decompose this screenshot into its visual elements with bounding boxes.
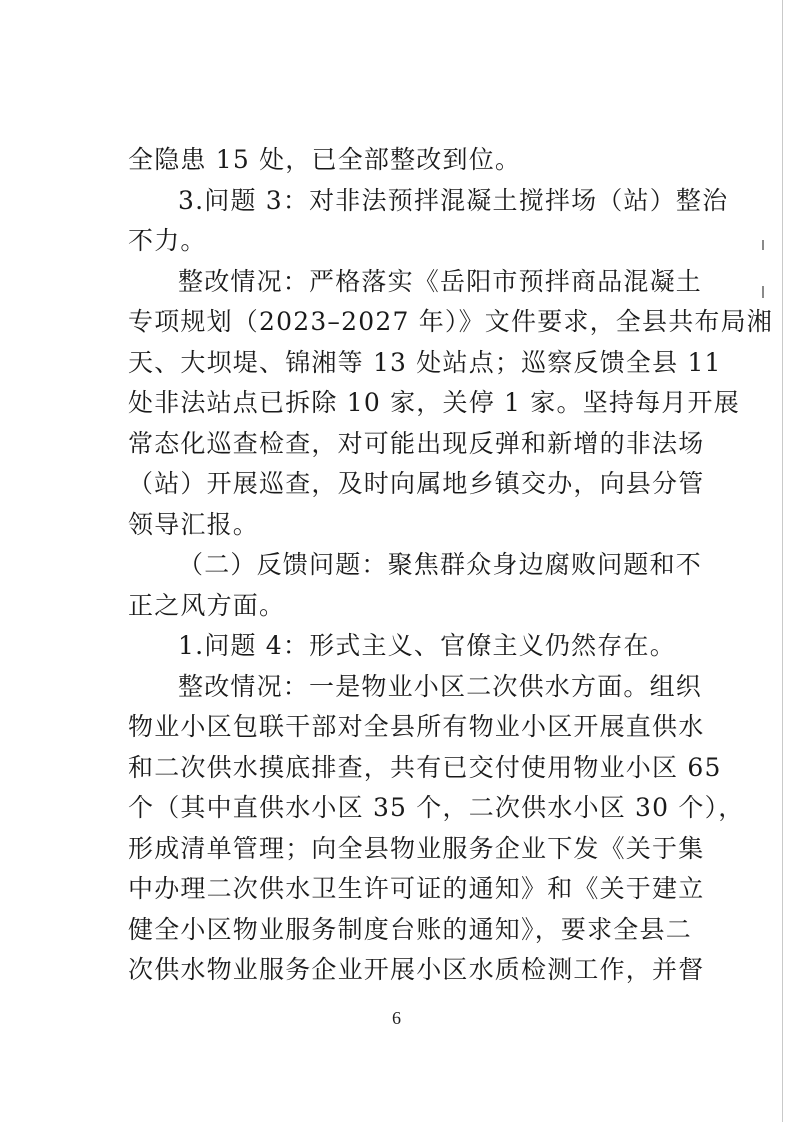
scan-mark: [762, 240, 764, 250]
section-heading-line: 正之风方面。: [128, 590, 286, 620]
paragraph-line: 领导汇报。: [128, 509, 260, 539]
paragraph-line: 健全小区物业服务制度台账的通知》，要求全县二: [128, 914, 692, 944]
body-text: [128, 140, 773, 991]
page-edge-line: [782, 0, 783, 1122]
paragraph-line: 全隐患 15 处，已全部整改到位。: [128, 145, 522, 174]
paragraph-line: 中办理二次供水卫生许可证的通知》和《关于建立: [128, 874, 705, 903]
paragraph-line: 不力。: [128, 226, 207, 255]
paragraph-line: 整改情况：严格落实《岳阳市预拌商品混凝土: [178, 266, 703, 296]
paragraph-line: 整改情况：一是物业小区二次供水方面。组织: [178, 671, 703, 701]
paragraph-line: 形成清单管理；向全县物业服务企业下发《关于集: [128, 833, 705, 863]
paragraph-line: 和二次供水摸底排查，共有已交付使用物业小区 65: [128, 752, 722, 782]
section-heading-line: （二）反馈问题：聚焦群众身边腐败问题和不: [178, 550, 703, 579]
paragraph-line: 次供水物业服务企业开展小区水质检测工作，并督: [128, 955, 705, 984]
scan-mark: [762, 286, 764, 298]
issue-heading-line: 1.问题 4：形式主义、官僚主义仍然存在。: [178, 631, 676, 660]
paragraph-line: 物业小区包联干部对全县所有物业小区开展直供水: [128, 712, 705, 741]
page-number: 6: [392, 1008, 401, 1028]
paragraph-line: 常态化巡查检查，对可能出现反弹和新增的非法场: [128, 428, 705, 458]
paragraph-line: 处非法站点已拆除 10 家，关停 1 家。坚持每月开展: [128, 388, 740, 417]
paragraph-line: 3.问题 3：对非法预拌混凝土搅拌场（站）整治: [178, 185, 729, 215]
paragraph-line: （站）开展巡查，及时向属地乡镇交办，向县分管: [128, 469, 705, 498]
paragraph-line: 个（其中直供水小区 35 个，二次供水小区 30 个），: [128, 793, 745, 822]
paragraph-line: 天、大坝堤、锦湘等 13 处站点；巡察反馈全县 11: [128, 347, 722, 377]
paragraph-line: 专项规划（2023–2027 年）》文件要求，全县共布局湘: [128, 307, 773, 336]
